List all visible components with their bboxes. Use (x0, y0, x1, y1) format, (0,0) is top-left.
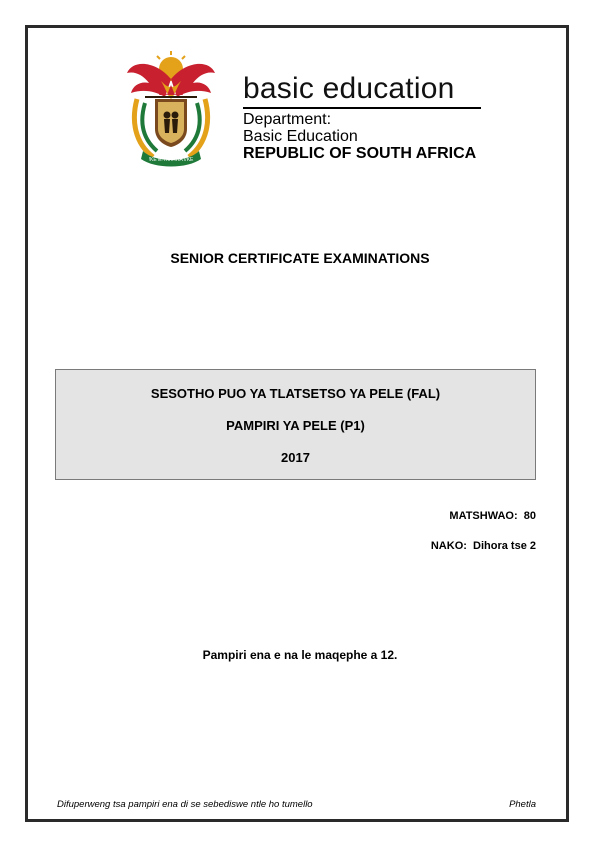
exam-year: 2017 (281, 450, 310, 465)
brand-divider (243, 107, 481, 109)
coat-of-arms-logo (121, 51, 221, 169)
department-name: Basic Education (243, 128, 358, 145)
country-name: REPUBLIC OF SOUTH AFRICA (243, 145, 477, 162)
subject-name: SESOTHO PUO YA TLATSETSO YA PELE (FAL) (150, 386, 441, 401)
turn-over-label: Phetla (509, 799, 536, 810)
subject-box (55, 369, 536, 480)
paper-name: PAMPIRI YA PELE (P1) (226, 418, 365, 433)
time-label: NAKO: Dihora tse 2 (430, 540, 536, 552)
svg-text:!KE E: /XARRA //KE: !KE E: /XARRA //KE (148, 157, 194, 163)
page-count-note: Pampiri ena e na le maqephe a 12. (202, 648, 398, 662)
copyright-notice: Difuperweng tsa pampiri ena di se sebediswe ntle ho tumello (57, 799, 313, 810)
marks-label: MATSHWAO: 80 (449, 510, 536, 522)
department-block (243, 111, 476, 162)
exam-title: SENIOR CERTIFICATE EXAMINATIONS (170, 250, 430, 266)
department-label: Department: (243, 111, 332, 128)
brand-title: basic education (243, 72, 455, 105)
